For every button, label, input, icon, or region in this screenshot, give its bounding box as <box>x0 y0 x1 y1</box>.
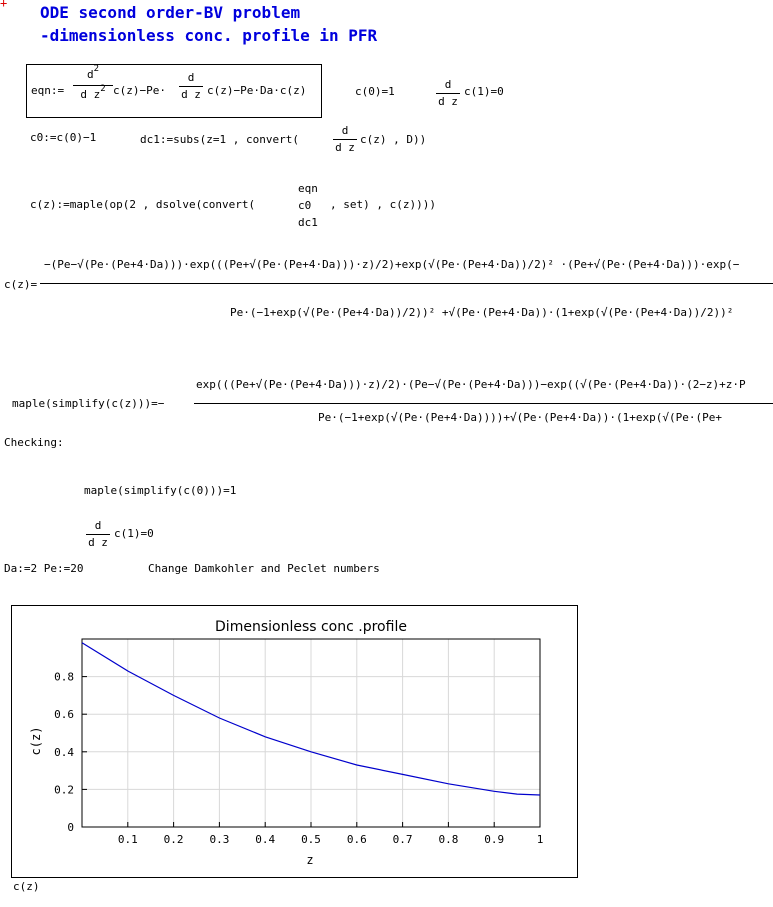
x-tick-label: 1 <box>536 833 544 846</box>
simplified-numerator: exp(((Pe+√(Pe·(Pe+4·Da)))·z)/2)·(Pe−√(Pe·(Pe+4·Da)))−exp((√(Pe·(Pe+4·Da))·(2−z)+z·P <box>196 378 746 391</box>
c0-definition[interactable]: c0:=c(0)−1 <box>30 131 97 144</box>
y-tick-label: 0.8 <box>54 670 74 684</box>
chart-title: Dimensionless conc .profile <box>215 619 407 635</box>
x-tick-label: 0.1 <box>117 833 138 846</box>
concentration-chart <box>12 606 577 877</box>
page-title-line2: -dimensionless conc. profile in PFR <box>40 26 378 45</box>
boundary-condition-1[interactable]: c(0)=1 <box>355 85 395 98</box>
x-tick-label: 0.5 <box>301 833 321 846</box>
eqn-first-derivative: d d z <box>179 71 203 101</box>
page-title-line1: ODE second order-BV problem <box>40 3 301 22</box>
check-derivative: d d z <box>86 519 110 549</box>
y-tick-label: 0 <box>67 821 74 834</box>
y-tick-label: 0.4 <box>54 745 74 759</box>
x-tick-label: 0.6 <box>346 833 367 846</box>
x-tick-label: 0.3 <box>209 833 230 846</box>
simplified-fraction-bar <box>194 403 773 404</box>
region-marker: + <box>0 0 8 10</box>
y-tick-label: 0.6 <box>54 708 74 722</box>
cz-definition-tail: , set) , c(z)))) <box>330 198 436 211</box>
plot-footer-label: c(z) <box>13 880 40 893</box>
y-tick-label: 0.2 <box>54 783 74 797</box>
eqn-definition-box[interactable] <box>26 64 322 118</box>
simplified-denominator: Pe·(−1+exp(√(Pe·(Pe+4·Da))))+√(Pe·(Pe+4·Da))·(1+exp(√(Pe·(Pe+ <box>318 411 722 424</box>
cz-equation-set: eqn c0 dc1 <box>298 182 318 229</box>
plot-region[interactable] <box>11 605 578 878</box>
eqn-term2: c(z)−Pe·Da·c(z) <box>207 84 307 97</box>
eqn-second-derivative: $d^2$ d $z^2$ <box>73 68 113 101</box>
check-boundary-condition[interactable]: c(1)=0 <box>114 527 154 540</box>
dc1-derivative: d d z <box>333 124 357 154</box>
parameter-note: Change Damkohler and Peclet numbers <box>148 562 380 575</box>
x-tick-label: 0.8 <box>438 833 459 846</box>
dc1-tail: c(z) , D)) <box>360 133 427 146</box>
solution-fraction-bar <box>40 283 773 284</box>
parameter-definitions[interactable]: Da:=2 Pe:=20 <box>4 562 84 575</box>
eqn-label: eqn:= <box>31 84 65 97</box>
boundary-condition-2[interactable]: c(1)=0 <box>464 85 504 98</box>
eqn-term1: c(z)−Pe· <box>113 84 166 97</box>
x-tick-label: 0.9 <box>484 833 505 846</box>
solution-numerator: −(Pe−√(Pe·(Pe+4·Da)))·exp(((Pe+√(Pe·(Pe+4·Da)))·z)/2)+exp(√(Pe·(Pe+4·Da))/2)² ·(Pe+√(Pe·(Pe+4·Da)))·exp(− <box>44 258 740 271</box>
x-tick-label: 0.7 <box>392 833 413 846</box>
solution-lhs: c(z)= <box>4 278 38 291</box>
y-axis-label: c(z) <box>29 726 43 756</box>
dc1-definition[interactable]: dc1:=subs(z=1 , convert( <box>140 133 299 146</box>
boundary-condition-2-derivative: d d z <box>436 78 460 108</box>
checking-label: Checking: <box>4 436 64 449</box>
x-tick-label: 0.2 <box>163 833 184 846</box>
simplified-lhs[interactable]: maple(simplify(c(z)))=− <box>12 397 165 410</box>
x-tick-label: 0.4 <box>255 833 276 846</box>
x-axis-label: z <box>306 853 314 867</box>
check-initial-condition[interactable]: maple(simplify(c(0)))=1 <box>84 484 237 497</box>
solution-denominator: Pe·(−1+exp(√(Pe·(Pe+4·Da))/2))² +√(Pe·(Pe+4·Da))·(1+exp(√(Pe·(Pe+4·Da))/2))² <box>230 306 734 319</box>
cz-definition[interactable]: c(z):=maple(op(2 , dsolve(convert( <box>30 198 256 211</box>
